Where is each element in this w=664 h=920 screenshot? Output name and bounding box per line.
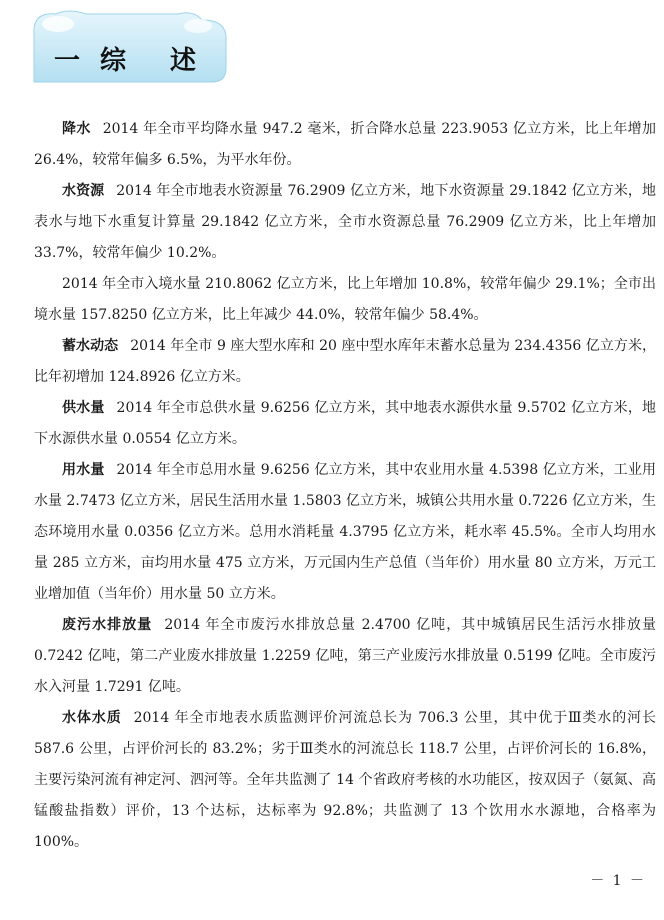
term-label: 用水量 xyxy=(62,462,105,478)
paragraph-supply xyxy=(34,393,656,455)
paragraph-precipitation xyxy=(34,114,656,176)
paragraph-storage xyxy=(34,331,656,393)
paragraph-text: 2014 年全市地表水资源量 76.2909 亿立方米，地下水资源量 29.1842 亿立方米，地表水与地下水重复计算量 29.1842 亿立方米，全市水资源总量 76.2909 亿立方米，比上年增加 33.7%，较常年偏少 10.2%。 xyxy=(34,183,657,261)
term-label: 水体水质 xyxy=(62,710,122,726)
paragraph-text: 2014 年全市废污水排放总量 2.4700 亿吨，其中城镇居民生活污水排放量 0.7242 亿吨，第二产业废水排放量 1.2259 亿吨，第三产业废污水排放量 0.5199 亿吨。全市废污水入河量 1.7291 亿吨。 xyxy=(34,617,656,695)
section-title-char-1: 综 xyxy=(100,45,127,76)
paragraph-text: 2014 年全市入境水量 210.8062 亿立方米，比上年增加 10.8%，较常年偏少 29.1%；全市出境水量 157.8250 亿立方米，比上年减少 44.0%，较常年偏少 58.4%。 xyxy=(34,276,656,323)
term-label: 供水量 xyxy=(62,400,105,416)
paragraph-water-quality xyxy=(34,703,656,858)
paragraph-text: 2014 年全市总用水量 9.6256 亿立方米，其中农业用水量 4.5398 亿立方米，工业用水量 2.7473 亿立方米，居民生活用水量 1.5803 亿立方米，城镇公共用水量 0.7226 亿立方米，生态环境用水量 0.0356 亿立方米。总用水消耗量 4.3795 亿立方米，耗水率 45.5%。全市人均用水量 285 立方米，亩均用水量 475 立方米，万元国内生产总值（当年价）用水量 80 立方米，万元工业增加值（当年价）用水量 50 立方米。 xyxy=(34,462,656,602)
page-number: － 1 － xyxy=(590,873,646,889)
paragraph-consumption xyxy=(34,455,656,610)
term-label: 降水 xyxy=(62,121,91,137)
paragraph-water-resources xyxy=(34,176,656,269)
document-body xyxy=(34,114,656,858)
paragraph-text: 2014 年全市总供水量 9.6256 亿立方米，其中地表水源供水量 9.5702 亿立方米，地下水源供水量 0.0554 亿立方米。 xyxy=(34,400,656,447)
term-label: 废污水排放量 xyxy=(62,617,153,633)
section-banner xyxy=(28,8,234,84)
section-number: 一 xyxy=(54,45,81,76)
paragraph-text: 2014 年全市 9 座大型水库和 20 座中型水库年末蓄水总量为 234.4356 亿立方米，比年初增加 124.8926 亿立方米。 xyxy=(34,338,656,385)
section-title-char-2: 述 xyxy=(170,45,197,76)
paragraph-text: 2014 年全市平均降水量 947.2 毫米，折合降水总量 223.9053 亿立方米，比上年增加 26.4%，较常年偏多 6.5%，为平水年份。 xyxy=(34,121,656,168)
term-label: 水资源 xyxy=(62,183,105,199)
paragraph-inflow-outflow xyxy=(34,269,656,331)
paragraph-text: 2014 年全市地表水质监测评价河流总长为 706.3 公里，其中优于Ⅲ类水的河长 587.6 公里，占评价河长的 83.2%；劣于Ⅲ类水的河流总长 118.7 公里，占评价河长的 16.8%，主要污染河流有神定河、泗河等。全年共监测了 14 个省政府考核的水功能区，按双因子（氨氮、高锰酸盐指数）评价，13 个达标，达标率为 92.8%；共监测了 13 个饮用水水源地，合格率为 100%。 xyxy=(34,710,656,850)
paragraph-wastewater xyxy=(34,610,656,703)
section-title xyxy=(28,36,234,80)
term-label: 蓄水动态 xyxy=(62,338,119,354)
